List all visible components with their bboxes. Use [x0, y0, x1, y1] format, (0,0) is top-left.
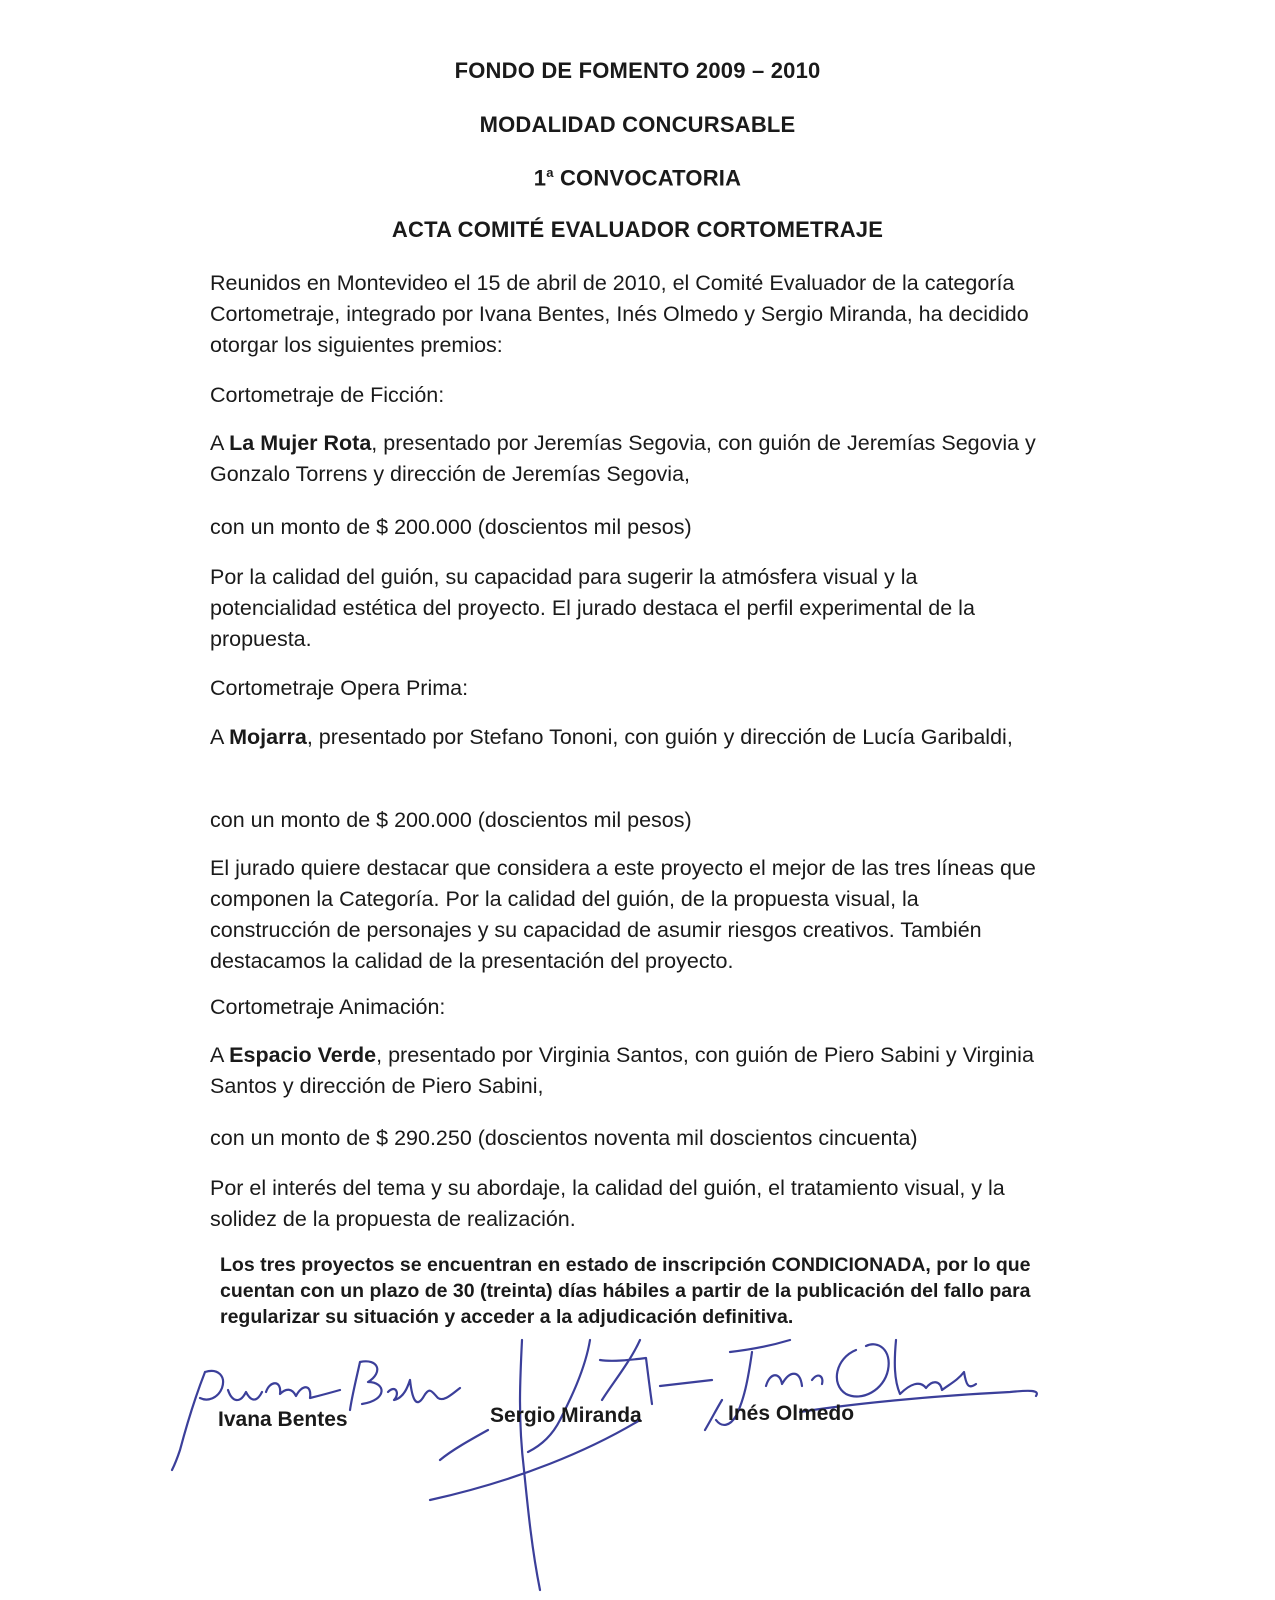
modality-title: MODALIDAD CONCURSABLE — [479, 112, 796, 137]
signature-sergio-miranda — [430, 1340, 712, 1590]
award-project — [210, 722, 1040, 753]
award-project — [210, 428, 1040, 490]
closing-note: Los tres proyectos se encuentran en estado de inscripción CONDICIONADA, por lo que cuentan con un plazo de 30 (treinta) días hábiles a partir de la publicación del fallo para regularizar su situación y acceder a la adjudicación definitiva. — [220, 1254, 1031, 1328]
award-prefix: A — [210, 431, 230, 455]
award-reason: El jurado quiere destacar que considera a este proyecto el mejor de las tres líneas que componen la Categoría. Por la calidad del guión, de la propuesta visual, la construcción de personajes y su capacidad de asumir riesgos creativos. También destacamos la calidad de la presentación del proyecto. — [210, 856, 1036, 973]
signatory-name: Ivana Bentes — [218, 1408, 348, 1431]
award-amount: con un monto de $ 200.000 (doscientos mil pesos) — [210, 808, 692, 832]
award-project — [210, 1040, 1040, 1102]
signatory-name: Sergio Miranda — [490, 1404, 642, 1427]
award-category: Cortometraje Opera Prima: — [210, 676, 469, 700]
intro-paragraph: Reunidos en Montevideo el 15 de abril de 2010, el Comité Evaluador de la categoría Cortometraje, integrado por Ivana Bentes, Inés Olmedo y Sergio Miranda, ha decidido otorgar los siguientes premios: — [210, 271, 1029, 357]
signatory-name: Inés Olmedo — [728, 1402, 855, 1425]
award-category: Cortometraje Animación: — [210, 995, 446, 1019]
call-title — [0, 165, 1275, 191]
call-ordinal: a — [546, 165, 554, 180]
call-number: 1 — [533, 165, 547, 191]
award-reason: Por la calidad del guión, su capacidad para sugerir la atmósfera visual y la potencialidad estética del proyecto. El jurado destaca el perfil experimental de la propuesta. — [210, 565, 975, 651]
award-reason: Por el interés del tema y su abordaje, la calidad del guión, el tratamiento visual, y la solidez de la propuesta de realización. — [210, 1176, 1005, 1231]
award-details: , presentado por Jeremías Segovia, con guión de Jeremías Segovia y Gonzalo Torrens y dirección de Jeremías Segovia, — [210, 431, 1036, 486]
award-title: La Mujer Rota — [229, 431, 372, 455]
award-details: , presentado por Virginia Santos, con guión de Piero Sabini y Virginia Santos y dirección de Piero Sabini, — [210, 1043, 1034, 1098]
award-category: Cortometraje de Ficción: — [210, 383, 445, 407]
award-title: Mojarra — [229, 725, 307, 749]
award-details: , presentado por Stefano Tononi, con guión y dirección de Lucía Garibaldi, — [306, 725, 1013, 749]
award-amount: con un monto de $ 290.250 (doscientos noventa mil doscientos cincuenta) — [210, 1126, 918, 1150]
award-title: Espacio Verde — [229, 1043, 377, 1067]
award-prefix: A — [210, 725, 230, 749]
fund-title: FONDO DE FOMENTO 2009 – 2010 — [454, 58, 821, 83]
award-prefix: A — [210, 1043, 230, 1067]
award-amount: con un monto de $ 200.000 (doscientos mil pesos) — [210, 515, 692, 539]
minutes-title: ACTA COMITÉ EVALUADOR CORTOMETRAJE — [391, 217, 884, 242]
call-label: CONVOCATORIA — [553, 165, 742, 191]
